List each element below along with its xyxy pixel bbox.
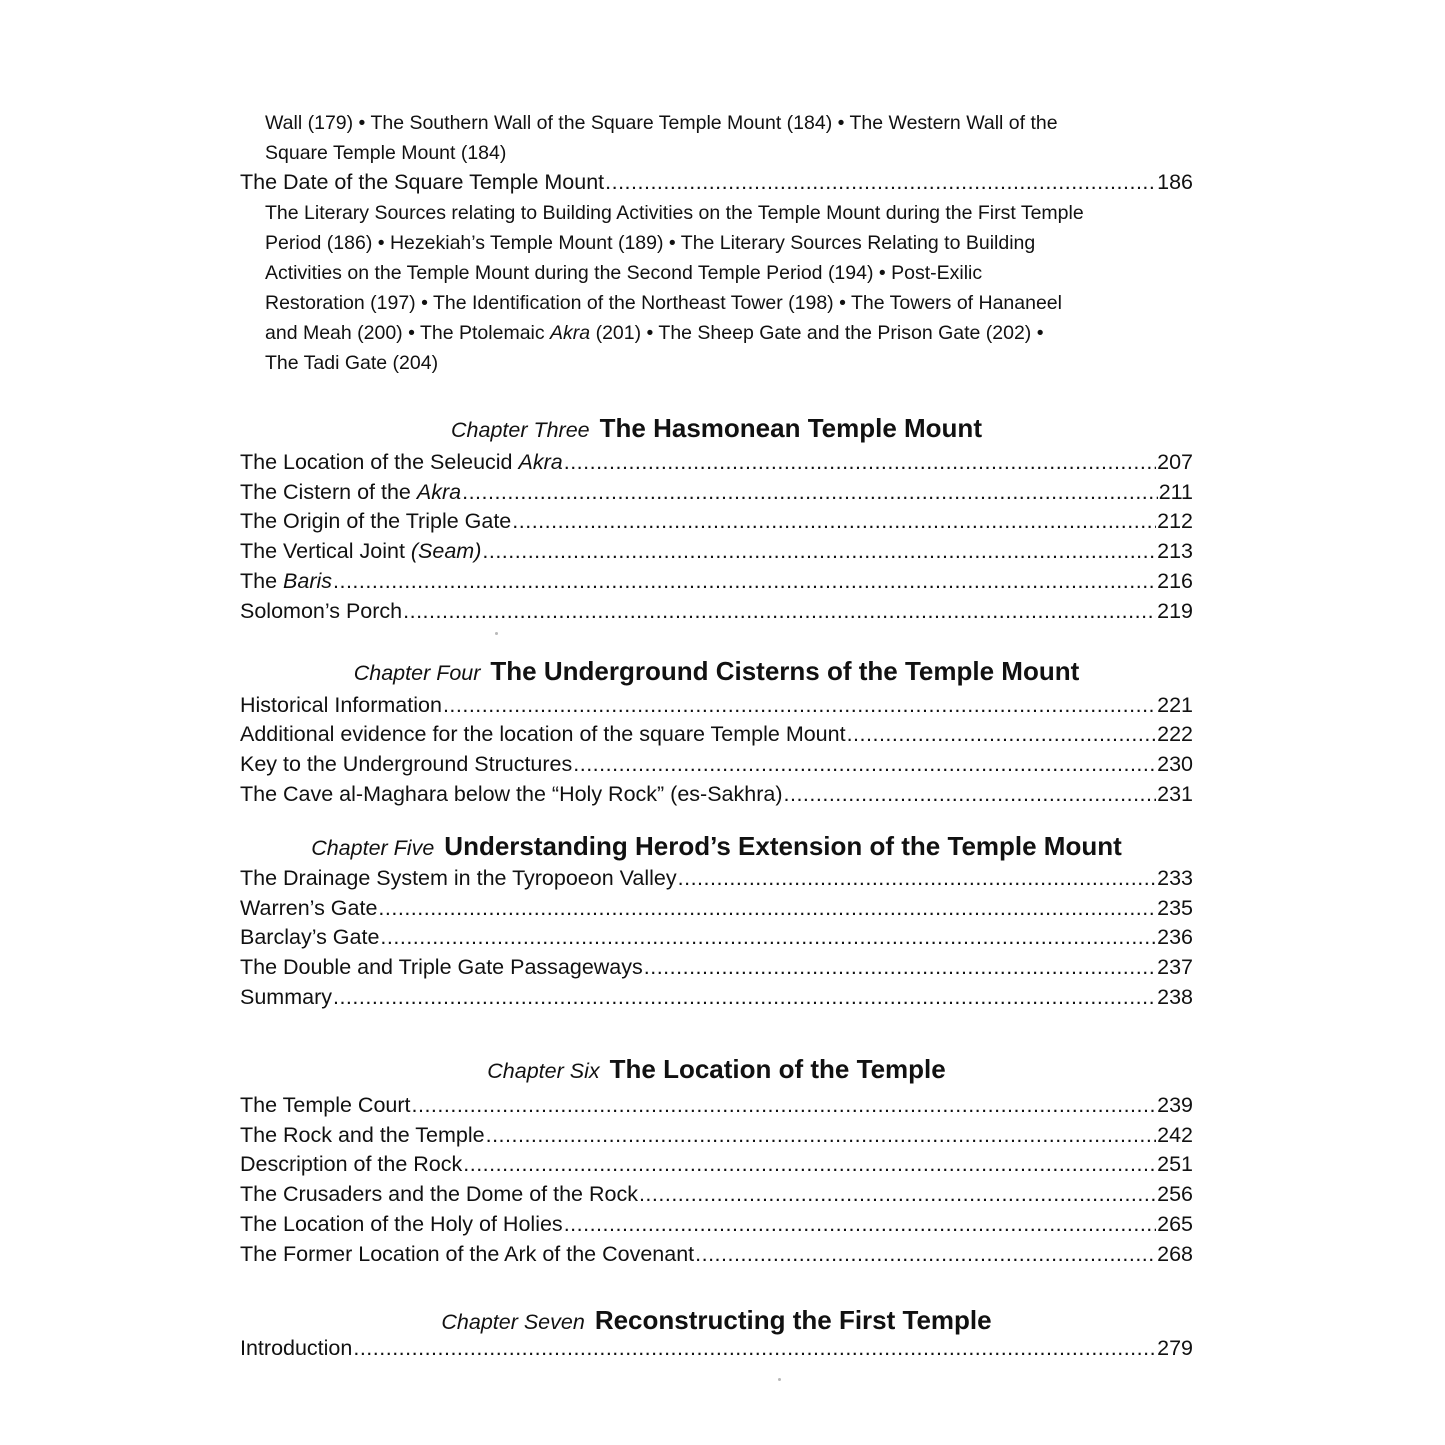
- entry-page: 239: [1157, 1092, 1193, 1117]
- dot-leader: [378, 894, 1156, 924]
- chapter-heading: [240, 406, 1193, 450]
- entry-page: 265: [1157, 1211, 1193, 1236]
- chapter-entries: [240, 1091, 1193, 1270]
- entry-title: The Crusaders and the Dome of the Rock: [240, 1182, 638, 1207]
- toc-entry[interactable]: [240, 864, 1193, 894]
- subtopics-text: (201) • The Sheep Gate and the Prison Gate (202) • The Tadi Gate (204): [265, 321, 1044, 374]
- dot-leader: [412, 1091, 1157, 1121]
- entry-title: The Double and Triple Gate Passageways: [240, 955, 643, 980]
- dot-leader: [353, 1334, 1156, 1364]
- dot-leader: [462, 478, 1158, 508]
- entry-title: The Baris: [240, 568, 333, 593]
- dot-leader: [443, 691, 1156, 721]
- dot-leader: [573, 750, 1156, 780]
- chapter-heading: [240, 649, 1193, 693]
- entry-title: The Cistern of the Akra: [240, 479, 462, 504]
- entry-page: 231: [1157, 781, 1193, 806]
- entry-page: 211: [1158, 479, 1193, 504]
- entry-page: 251: [1157, 1152, 1193, 1177]
- toc-entry[interactable]: [240, 780, 1193, 810]
- dot-leader: [463, 1150, 1156, 1180]
- toc-entry[interactable]: [240, 1240, 1193, 1270]
- dot-leader: [564, 448, 1156, 478]
- entry-title: Warren’s Gate: [240, 895, 378, 920]
- entry-page: 256: [1157, 1182, 1193, 1207]
- entry-page: 268: [1157, 1241, 1193, 1266]
- chapter-entries: [240, 1334, 1193, 1364]
- dot-leader: [784, 780, 1157, 810]
- entry-page: 207: [1157, 449, 1193, 474]
- entry-title: The Rock and the Temple: [240, 1122, 485, 1147]
- toc-entry[interactable]: [240, 691, 1193, 721]
- toc-entry[interactable]: [240, 923, 1193, 953]
- toc-entry[interactable]: [240, 478, 1193, 508]
- entry-page: 219: [1157, 598, 1193, 623]
- entry-title: The Former Location of the Ark of the Covenant: [240, 1241, 695, 1266]
- toc-entry[interactable]: [240, 597, 1193, 627]
- toc-entry[interactable]: [240, 1121, 1193, 1151]
- toc-entry[interactable]: [240, 953, 1193, 983]
- chapter-entries: [240, 448, 1193, 627]
- entry-title: The Date of the Square Temple Mount: [240, 170, 605, 194]
- dot-leader: [403, 597, 1156, 627]
- toc-entry[interactable]: [240, 168, 1193, 198]
- chapter-title: The Underground Cisterns of the Temple Mount: [490, 655, 1080, 686]
- entry-title: The Location of the Seleucid Akra: [240, 449, 563, 474]
- dot-leader: [847, 720, 1157, 750]
- toc-entry[interactable]: [240, 507, 1193, 537]
- chapter-label: Chapter Three: [451, 417, 590, 442]
- chapter-title: The Hasmonean Temple Mount: [599, 412, 982, 443]
- dot-leader: [564, 1210, 1156, 1240]
- entry-page: 186: [1157, 170, 1193, 194]
- entry-title: Description of the Rock: [240, 1152, 463, 1177]
- entry-title: The Drainage System in the Tyropoeon Valley: [240, 865, 677, 890]
- chapter-label: Chapter Seven: [441, 1309, 585, 1334]
- dot-leader: [605, 168, 1156, 198]
- chapter-label: Chapter Five: [311, 835, 435, 860]
- entry-page: 236: [1157, 925, 1193, 950]
- toc-entry[interactable]: [240, 567, 1193, 597]
- intro-subtopics-2: [240, 198, 1193, 378]
- toc-entry[interactable]: [240, 720, 1193, 750]
- entry-page: 235: [1157, 895, 1193, 920]
- entry-page: 212: [1157, 509, 1193, 534]
- entry-title: Barclay’s Gate: [240, 925, 380, 950]
- entry-page: 233: [1157, 865, 1193, 890]
- chapter-title: Reconstructing the First Temple: [594, 1304, 992, 1335]
- dot-leader: [333, 567, 1156, 597]
- entry-page: 213: [1157, 539, 1193, 564]
- toc-entry[interactable]: [240, 750, 1193, 780]
- entry-title: Historical Information: [240, 692, 442, 717]
- toc-entry[interactable]: [240, 1180, 1193, 1210]
- dot-leader: [512, 507, 1156, 537]
- dot-leader: [333, 983, 1156, 1013]
- toc-entry[interactable]: [240, 537, 1193, 567]
- dot-leader: [486, 1121, 1157, 1151]
- chapter-entries: [240, 691, 1193, 810]
- entry-title: The Vertical Joint (Seam): [240, 539, 482, 564]
- entry-page: 237: [1157, 955, 1193, 980]
- chapter-title: Understanding Herod’s Extension of the Temple Mount: [444, 830, 1122, 861]
- entry-title: Additional evidence for the location of the square Temple Mount: [240, 722, 846, 747]
- entry-title: Solomon’s Porch: [240, 598, 403, 623]
- entry-page: 230: [1157, 752, 1193, 777]
- toc-entry[interactable]: [240, 983, 1193, 1013]
- entry-title: The Temple Court: [240, 1092, 411, 1117]
- toc-entry[interactable]: [240, 1210, 1193, 1240]
- dot-leader: [678, 864, 1157, 894]
- toc-entry[interactable]: [240, 448, 1193, 478]
- dot-leader: [644, 953, 1156, 983]
- entry-title: The Origin of the Triple Gate: [240, 509, 512, 534]
- entry-page: 221: [1157, 692, 1193, 717]
- toc-entry[interactable]: [240, 1091, 1193, 1121]
- toc-entry[interactable]: [240, 894, 1193, 924]
- chapter-heading: [240, 1047, 1193, 1091]
- dot-leader: [380, 923, 1156, 953]
- toc-entry[interactable]: [240, 1150, 1193, 1180]
- subtopics-italic: Akra: [550, 321, 591, 344]
- subtopics-text: The Literary Sources relating to Building Activities on the Temple Mount during the First Temple Period (186) • Hezekiah’s Temple Mount (189) • The Literary Sources Relating to Building Activities on the Temple Mount during the Second Temple Period (194) • Post-Exilic Restoration (197) • The Identification of the Northeast Tower (198) • The Towers of Hananeel and Meah (200) • The Ptolemaic: [265, 201, 1084, 344]
- chapter-label: Chapter Four: [353, 660, 481, 685]
- dot-leader: [639, 1180, 1156, 1210]
- scan-speck: [495, 632, 498, 635]
- scan-speck: [778, 1378, 781, 1381]
- intro-subtopics-1: Wall (179) • The Southern Wall of the Square Temple Mount (184) • The Western Wall of the Square Temple Mount (184): [265, 112, 1058, 164]
- entry-title: Summary: [240, 984, 332, 1009]
- chapter-label: Chapter Six: [487, 1058, 600, 1083]
- chapter-heading: [240, 824, 1193, 868]
- entry-title: The Cave al-Maghara below the “Holy Rock” (es-Sakhra): [240, 781, 783, 806]
- dot-leader: [695, 1240, 1156, 1270]
- entry-page: 279: [1157, 1335, 1193, 1360]
- entry-title: The Location of the Holy of Holies: [240, 1211, 563, 1236]
- toc-entry[interactable]: [240, 1334, 1193, 1364]
- dot-leader: [482, 537, 1156, 567]
- chapter-entries: [240, 864, 1193, 1013]
- entry-page: 242: [1157, 1122, 1193, 1147]
- entry-page: 222: [1157, 722, 1193, 747]
- entry-page: 216: [1157, 568, 1193, 593]
- entry-title: Key to the Underground Structures: [240, 752, 573, 777]
- chapter-title: The Location of the Temple: [609, 1053, 946, 1084]
- entry-page: 238: [1157, 984, 1193, 1009]
- toc-page: [240, 108, 1193, 1363]
- entry-title: Introduction: [240, 1335, 353, 1360]
